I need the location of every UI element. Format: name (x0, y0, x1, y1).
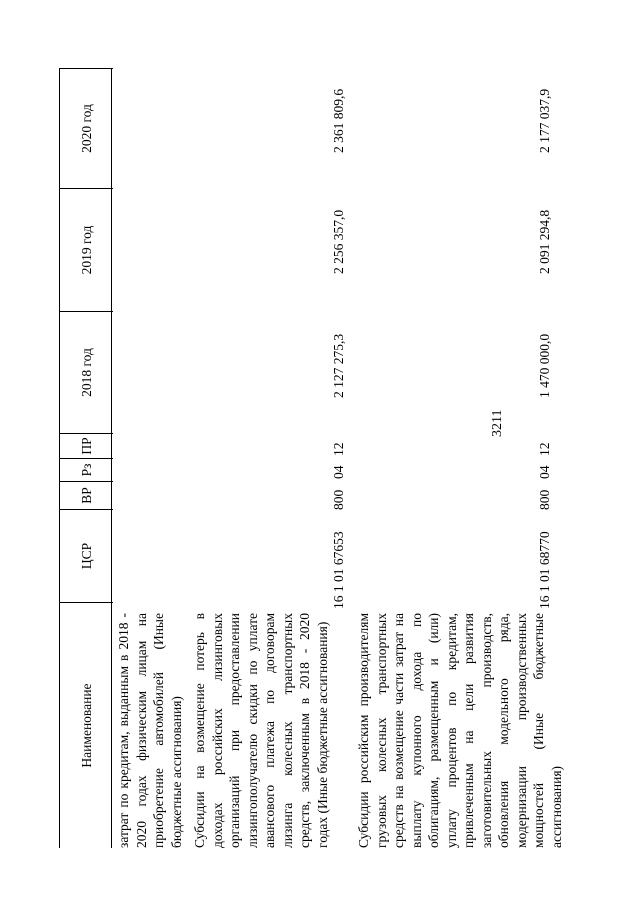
budget-table (59, 68, 564, 848)
header-2020: 2020 год (60, 68, 113, 189)
row-csr: 16 1 01 67653 (331, 531, 346, 609)
row-pr: 12 (537, 442, 552, 456)
table-header (59, 68, 112, 848)
row-2020: 2 361 809,6 (331, 88, 346, 153)
row-vr: 800 (331, 489, 346, 510)
header-vr: ВР (60, 482, 113, 510)
row-csr: 16 1 01 68770 (537, 531, 552, 609)
row-2019: 2 256 357,0 (331, 209, 346, 274)
row-name: Субсидии на возмещение потерь в доходах российских лизинговых организаций при предоставлении лизингополучателю скидки по уплате авансового платежа по договорам лизинга колесных транспортных средств, заключенным в 2018 - 2020 годах (Иные бюджетные ассигнования) (192, 613, 330, 848)
header-name: Наименование (78, 683, 94, 768)
row-rz: 04 (537, 465, 552, 479)
header-rz: Рз (60, 459, 113, 482)
row-pr: 12 (331, 442, 346, 456)
header-pr: ПР (60, 434, 113, 459)
row-2019: 2 091 294,8 (537, 209, 552, 274)
header-csr: ЦСР (60, 510, 113, 603)
row-name: Субсидии российским производителям грузовых колесных транспортных средств на возмещение части затрат на выплату купонного дохода по облигациям, размещенным и (или) уплату процентов по кредитам, привлеченным на цели развития заготовительных производств, обновления модельного ряда, модернизации производственных мощностей (Иные бюджетные ассигнования) (356, 613, 564, 848)
page-number: 3211 (490, 409, 505, 437)
row-2018: 2 127 275,3 (331, 333, 346, 398)
row-vr: 800 (537, 489, 552, 510)
row-2020: 2 177 037,9 (537, 88, 552, 153)
row-rz: 04 (331, 465, 346, 479)
row-2018: 1 470 000,0 (537, 333, 552, 398)
header-2018: 2018 год (60, 312, 113, 434)
row-name: затрат по кредитам, выданным в 2018 - 2020 годах физическим лицам на приобретение автомобилей (Иные бюджетные ассигнования) (116, 613, 184, 848)
header-2019: 2019 год (60, 189, 113, 312)
